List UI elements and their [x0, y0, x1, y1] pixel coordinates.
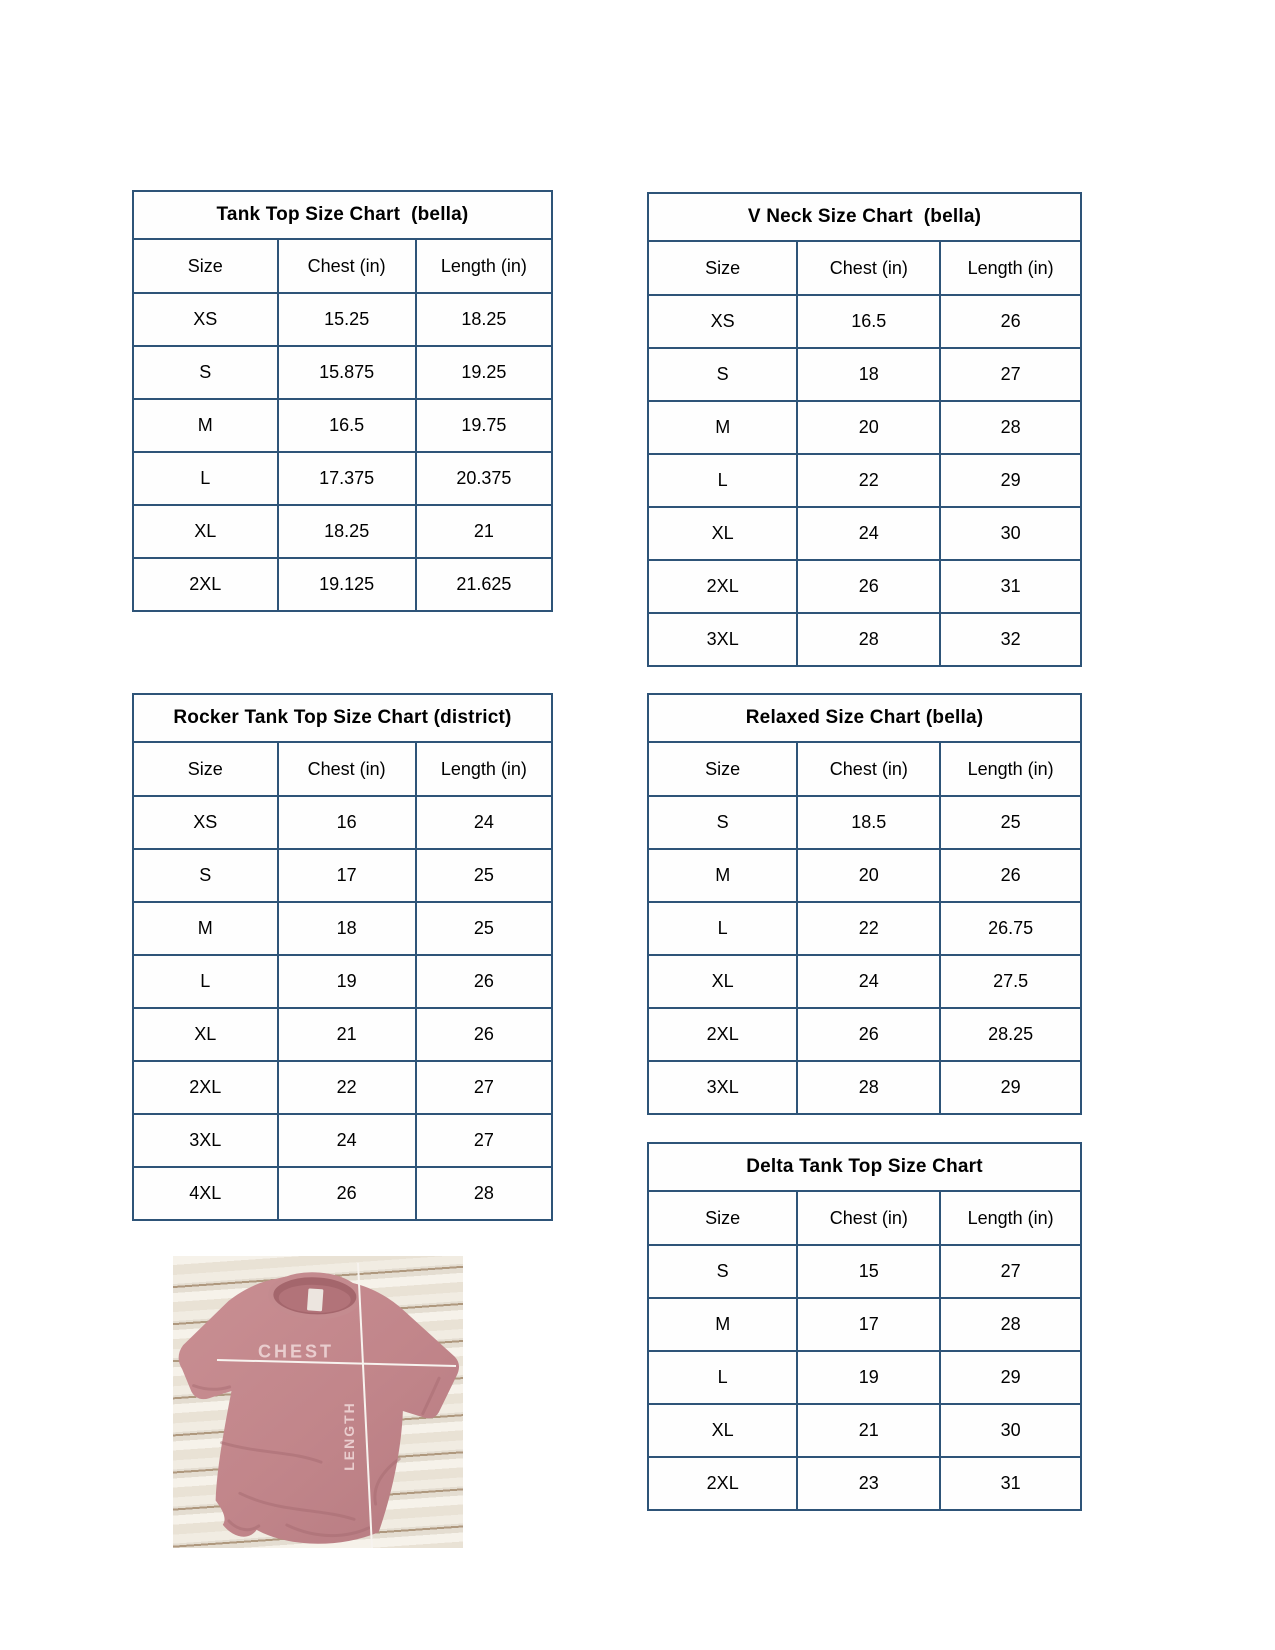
table-header-row — [648, 241, 1081, 295]
size-cell: M — [133, 902, 278, 955]
table-title: Rocker Tank Top Size Chart (district) — [133, 694, 552, 742]
table-row — [133, 399, 552, 452]
size-cell: L — [133, 955, 278, 1008]
length-cell: 20.375 — [416, 452, 552, 505]
table-row — [648, 348, 1081, 401]
table-row — [133, 1008, 552, 1061]
size-cell: S — [133, 346, 278, 399]
size-cell: L — [133, 452, 278, 505]
column-header: Size — [648, 1191, 797, 1245]
table-title: Delta Tank Top Size Chart — [648, 1143, 1081, 1191]
table-row — [648, 1245, 1081, 1298]
length-cell: 28 — [940, 1298, 1081, 1351]
size-cell: XL — [648, 507, 797, 560]
size-cell: L — [648, 902, 797, 955]
table-row — [133, 346, 552, 399]
size-cell: M — [133, 399, 278, 452]
chest-cell: 21 — [797, 1404, 940, 1457]
length-cell: 27 — [416, 1114, 552, 1167]
length-cell: 26 — [940, 849, 1081, 902]
length-cell: 24 — [416, 796, 552, 849]
table-row — [133, 955, 552, 1008]
table-row — [648, 295, 1081, 348]
length-measure-label: LENGTH — [341, 1401, 357, 1471]
length-cell: 25 — [940, 796, 1081, 849]
size-cell: 2XL — [648, 560, 797, 613]
size-cell: L — [648, 1351, 797, 1404]
table-row — [648, 1061, 1081, 1114]
size-chart-tank-top — [132, 190, 553, 612]
delta-tank-top-table — [647, 1142, 1082, 1511]
column-header: Size — [133, 742, 278, 796]
size-cell: S — [648, 348, 797, 401]
chest-cell: 26 — [278, 1167, 416, 1220]
v-neck-table — [647, 192, 1082, 667]
table-title-row — [648, 694, 1081, 742]
length-cell: 27 — [940, 1245, 1081, 1298]
length-cell: 26.75 — [940, 902, 1081, 955]
table-title-row — [133, 694, 552, 742]
table-row — [648, 1404, 1081, 1457]
column-header: Chest (in) — [797, 241, 940, 295]
chest-cell: 16.5 — [278, 399, 416, 452]
size-cell: XL — [133, 1008, 278, 1061]
chest-cell: 16 — [278, 796, 416, 849]
table-row — [648, 507, 1081, 560]
size-cell: S — [648, 796, 797, 849]
length-cell: 29 — [940, 454, 1081, 507]
chest-cell: 16.5 — [797, 295, 940, 348]
column-header: Chest (in) — [278, 742, 416, 796]
chest-cell: 17 — [797, 1298, 940, 1351]
chest-cell: 17.375 — [278, 452, 416, 505]
table-row — [648, 454, 1081, 507]
table-row — [648, 796, 1081, 849]
column-header: Size — [133, 239, 278, 293]
table-row — [133, 1114, 552, 1167]
length-cell: 28.25 — [940, 1008, 1081, 1061]
length-cell: 25 — [416, 849, 552, 902]
table-title-row — [648, 193, 1081, 241]
size-cell: 3XL — [133, 1114, 278, 1167]
length-cell: 25 — [416, 902, 552, 955]
table-title-row — [648, 1143, 1081, 1191]
size-cell: XS — [133, 796, 278, 849]
length-cell: 18.25 — [416, 293, 552, 346]
length-cell: 29 — [940, 1061, 1081, 1114]
table-row — [133, 902, 552, 955]
table-header-row — [133, 239, 552, 293]
table-row — [133, 452, 552, 505]
tshirt-measurement-photo — [173, 1256, 463, 1548]
length-cell: 32 — [940, 613, 1081, 666]
chest-cell: 21 — [278, 1008, 416, 1061]
length-cell: 28 — [940, 401, 1081, 454]
chest-cell: 28 — [797, 613, 940, 666]
table-row — [648, 902, 1081, 955]
chest-cell: 19 — [797, 1351, 940, 1404]
length-cell: 21.625 — [416, 558, 552, 611]
table-row — [648, 1008, 1081, 1061]
table-row — [648, 1457, 1081, 1510]
size-cell: 2XL — [133, 1061, 278, 1114]
size-cell: L — [648, 454, 797, 507]
table-row — [648, 1351, 1081, 1404]
table-header-row — [648, 1191, 1081, 1245]
chest-cell: 18.25 — [278, 505, 416, 558]
size-cell: 2XL — [648, 1008, 797, 1061]
chest-cell: 22 — [278, 1061, 416, 1114]
neck-tag — [307, 1288, 323, 1311]
chest-cell: 23 — [797, 1457, 940, 1510]
chest-cell: 15.875 — [278, 346, 416, 399]
rocker-tank-top-table — [132, 693, 553, 1221]
size-chart-relaxed — [647, 693, 1082, 1115]
table-row — [648, 955, 1081, 1008]
column-header: Chest (in) — [797, 742, 940, 796]
size-cell: S — [133, 849, 278, 902]
table-row — [648, 849, 1081, 902]
chest-measure-label: CHEST — [257, 1341, 335, 1362]
chest-cell: 26 — [797, 1008, 940, 1061]
length-cell: 21 — [416, 505, 552, 558]
table-row — [648, 560, 1081, 613]
length-cell: 30 — [940, 507, 1081, 560]
chest-cell: 28 — [797, 1061, 940, 1114]
table-row — [133, 1061, 552, 1114]
chest-cell: 26 — [797, 560, 940, 613]
length-cell: 30 — [940, 1404, 1081, 1457]
chest-cell: 20 — [797, 401, 940, 454]
size-cell: M — [648, 401, 797, 454]
size-cell: 3XL — [648, 1061, 797, 1114]
size-chart-rocker-tank-top — [132, 693, 553, 1221]
column-header: Chest (in) — [278, 239, 416, 293]
length-cell: 19.75 — [416, 399, 552, 452]
length-cell: 29 — [940, 1351, 1081, 1404]
length-cell: 31 — [940, 560, 1081, 613]
size-chart-delta-tank-top — [647, 1142, 1082, 1511]
size-cell: S — [648, 1245, 797, 1298]
size-cell: M — [648, 849, 797, 902]
chest-cell: 22 — [797, 902, 940, 955]
relaxed-table — [647, 693, 1082, 1115]
table-row — [133, 796, 552, 849]
column-header: Length (in) — [940, 241, 1081, 295]
tank-top-table — [132, 190, 553, 612]
length-cell: 27 — [416, 1061, 552, 1114]
length-cell: 28 — [416, 1167, 552, 1220]
table-row — [648, 613, 1081, 666]
column-header: Size — [648, 742, 797, 796]
table-row — [648, 1298, 1081, 1351]
table-title: V Neck Size Chart (bella) — [648, 193, 1081, 241]
table-row — [133, 849, 552, 902]
chest-cell: 22 — [797, 454, 940, 507]
chest-cell: 15 — [797, 1245, 940, 1298]
length-cell: 31 — [940, 1457, 1081, 1510]
table-row — [133, 558, 552, 611]
size-cell: 2XL — [648, 1457, 797, 1510]
column-header: Chest (in) — [797, 1191, 940, 1245]
size-cell: 2XL — [133, 558, 278, 611]
table-title: Tank Top Size Chart (bella) — [133, 191, 552, 239]
table-row — [133, 1167, 552, 1220]
length-cell: 26 — [416, 955, 552, 1008]
column-header: Length (in) — [416, 742, 552, 796]
chest-cell: 15.25 — [278, 293, 416, 346]
size-chart-v-neck — [647, 192, 1082, 667]
chest-cell: 18.5 — [797, 796, 940, 849]
size-cell: 4XL — [133, 1167, 278, 1220]
chest-cell: 17 — [278, 849, 416, 902]
chest-cell: 20 — [797, 849, 940, 902]
size-cell: 3XL — [648, 613, 797, 666]
length-cell: 26 — [416, 1008, 552, 1061]
chest-cell: 19 — [278, 955, 416, 1008]
length-cell: 27.5 — [940, 955, 1081, 1008]
table-title: Relaxed Size Chart (bella) — [648, 694, 1081, 742]
column-header: Length (in) — [416, 239, 552, 293]
column-header: Length (in) — [940, 1191, 1081, 1245]
size-cell: XS — [133, 293, 278, 346]
chest-cell: 19.125 — [278, 558, 416, 611]
size-cell: XS — [648, 295, 797, 348]
chest-cell: 24 — [278, 1114, 416, 1167]
size-cell: XL — [133, 505, 278, 558]
table-title-row — [133, 191, 552, 239]
size-cell: XL — [648, 1404, 797, 1457]
size-cell: M — [648, 1298, 797, 1351]
column-header: Length (in) — [940, 742, 1081, 796]
length-cell: 27 — [940, 348, 1081, 401]
chest-cell: 24 — [797, 955, 940, 1008]
chest-cell: 18 — [278, 902, 416, 955]
chest-cell: 24 — [797, 507, 940, 560]
table-row — [133, 505, 552, 558]
column-header: Size — [648, 241, 797, 295]
table-row — [648, 401, 1081, 454]
table-header-row — [133, 742, 552, 796]
table-header-row — [648, 742, 1081, 796]
chest-cell: 18 — [797, 348, 940, 401]
length-cell: 19.25 — [416, 346, 552, 399]
tshirt-illustration — [173, 1256, 463, 1548]
table-row — [133, 293, 552, 346]
size-cell: XL — [648, 955, 797, 1008]
length-cell: 26 — [940, 295, 1081, 348]
